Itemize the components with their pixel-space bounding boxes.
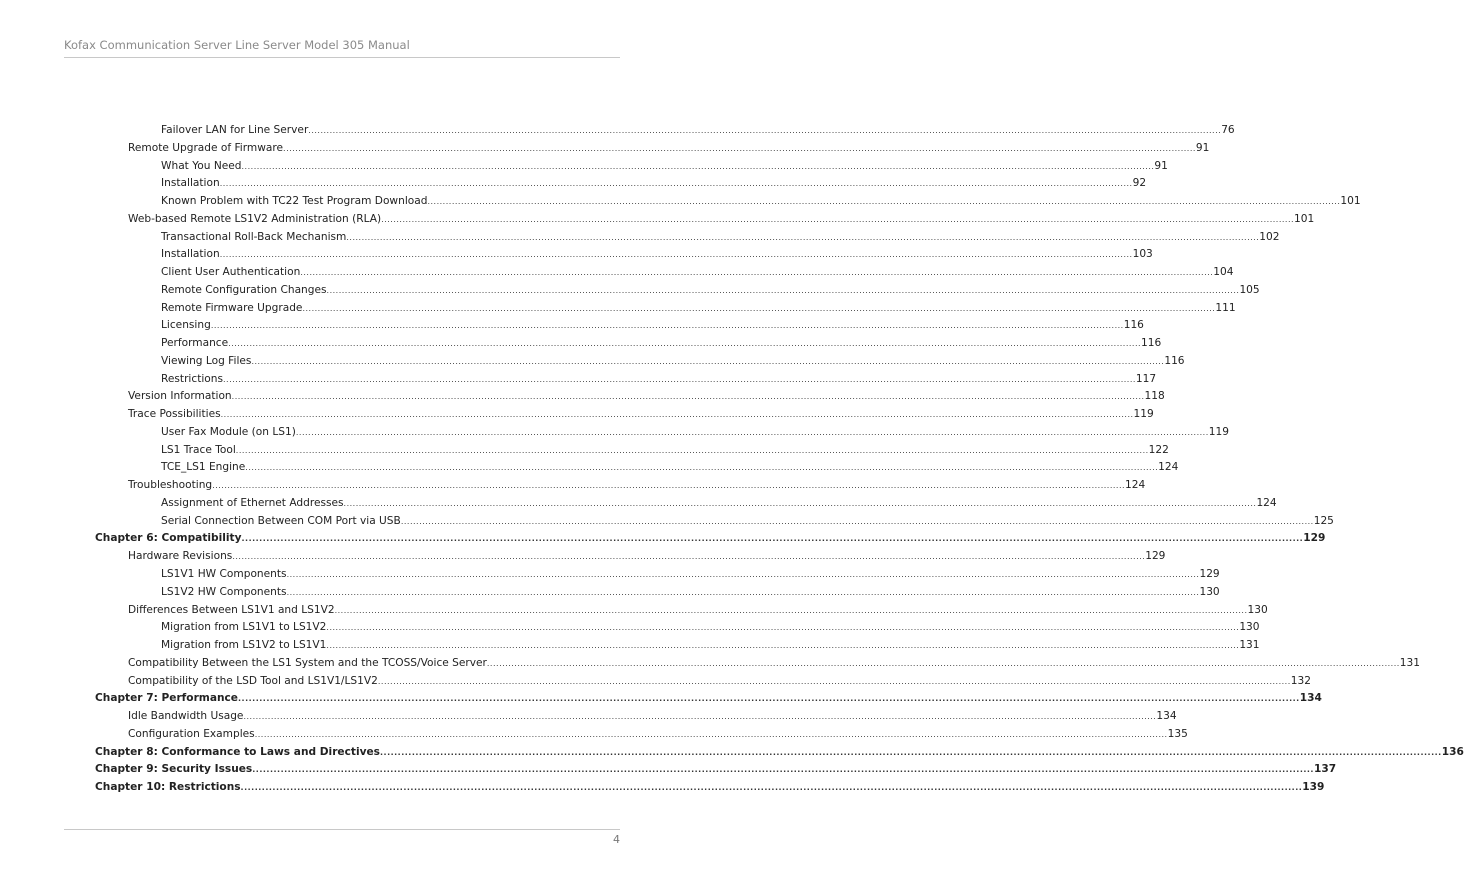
toc-entry-title: Idle Bandwidth Usage [128, 710, 244, 723]
toc-entry-page: 130 [1199, 585, 1220, 598]
toc-entry[interactable] [161, 352, 1185, 370]
toc-entry-title: Restrictions [161, 372, 224, 385]
dot-leader: ............................................................................................................................................................................................................................................................................................................ [286, 587, 1200, 597]
dot-leader: ............................................................................................................................................................................................................................................................................................................ [235, 445, 1149, 455]
toc-entry[interactable] [128, 601, 1268, 619]
dot-leader: ............................................................................................................................................................................................................................................................................................................ [219, 179, 1133, 189]
toc-chapter-entry[interactable] [95, 529, 1326, 547]
toc-entry-page: 102 [1259, 230, 1280, 243]
dot-leader: ............................................................................................................................................................................................................................................................................................................ [379, 747, 1442, 757]
toc-entry-title: Migration from LS1V1 to LS1V2 [161, 621, 327, 634]
toc-entry-page: 103 [1132, 248, 1153, 261]
toc-entry[interactable] [161, 494, 1277, 512]
toc-entry-title: Installation [161, 177, 220, 190]
toc-entry-page: 116 [1141, 337, 1162, 350]
toc-entry-page: 119 [1208, 425, 1229, 438]
toc-entry[interactable] [161, 228, 1280, 246]
toc-entry[interactable] [161, 299, 1236, 317]
toc-entry-title: Differences Between LS1V1 and LS1V2 [128, 603, 335, 616]
toc-entry-page: 124 [1125, 479, 1146, 492]
toc-entry-page: 91 [1195, 141, 1210, 154]
dot-leader: ............................................................................................................................................................................................................................................................................................................ [238, 694, 1300, 704]
toc-entry-title: Compatibility of the LSD Tool and LS1V1/LS1V2 [128, 674, 378, 687]
toc-entry-page: 129 [1303, 532, 1326, 545]
toc-entry-title: Client User Authentication [161, 266, 301, 279]
dot-leader: ............................................................................................................................................................................................................................................................................................................ [251, 356, 1165, 366]
toc-entry-page: 101 [1340, 195, 1361, 208]
toc-entry-title: Remote Configuration Changes [161, 283, 327, 296]
toc-entry[interactable] [128, 210, 1315, 228]
toc-chapter-entry[interactable] [95, 778, 1325, 796]
dot-leader: ............................................................................................................................................................................................................................................................................................................ [241, 534, 1304, 544]
dot-leader: ............................................................................................................................................................................................................................................................................................................ [232, 552, 1146, 562]
toc-entry-page: 135 [1167, 727, 1188, 740]
toc-entry-title: Web-based Remote LS1V2 Administration (RLA) [128, 212, 382, 225]
page-number: 4 [613, 833, 620, 846]
toc-entry-title: Installation [161, 248, 220, 261]
toc-chapter-entry[interactable] [95, 743, 1464, 761]
toc-entry-page: 122 [1148, 443, 1169, 456]
dot-leader: ............................................................................................................................................................................................................................................................................................................ [334, 605, 1248, 615]
toc-entry[interactable] [161, 441, 1169, 459]
toc-entry[interactable] [161, 281, 1260, 299]
toc-entry-page: 104 [1213, 266, 1234, 279]
toc-entry[interactable] [128, 707, 1177, 725]
dot-leader: ............................................................................................................................................................................................................................................................................................................ [286, 570, 1200, 579]
toc-entry[interactable] [161, 618, 1260, 636]
toc-entry-title: Chapter 8: Conformance to Laws and Directives [95, 745, 380, 758]
toc-entry[interactable] [161, 316, 1144, 334]
dot-leader: ............................................................................................................................................................................................................................................................................................................ [231, 392, 1145, 402]
toc-entry-title: LS1 Trace Tool [161, 443, 236, 456]
dot-leader: ............................................................................................................................................................................................................................................................................................................ [252, 765, 1314, 775]
toc-entry-page: 91 [1154, 159, 1168, 172]
toc-entry-title: Performance [161, 337, 229, 350]
dot-leader: ............................................................................................................................................................................................................................................................................................................ [326, 623, 1240, 633]
toc-entry-page: 119 [1133, 408, 1154, 421]
dot-leader: ............................................................................................................................................................................................................................................................................................................ [381, 214, 1295, 224]
toc-entry-title: Failover LAN for Line Server [161, 124, 309, 136]
toc-entry-page: 131 [1239, 639, 1260, 652]
toc-entry-page: 118 [1144, 390, 1165, 403]
toc-entry-title: Chapter 6: Compatibility [95, 532, 242, 545]
dot-leader: ............................................................................................................................................................................................................................................................................................................ [295, 427, 1209, 437]
toc-entry[interactable] [161, 334, 1162, 352]
toc-entry[interactable] [161, 636, 1260, 654]
toc-entry[interactable] [161, 121, 1235, 139]
toc-entry-page: 136 [1441, 745, 1464, 758]
dot-leader: ............................................................................................................................................................................................................................................................................................................ [302, 303, 1216, 313]
dot-leader: ............................................................................................................................................................................................................................................................................................................ [377, 676, 1291, 686]
toc-entry[interactable] [161, 458, 1179, 476]
dot-leader: ............................................................................................................................................................................................................................................................................................................ [427, 197, 1341, 207]
toc-entry[interactable] [161, 583, 1220, 601]
dot-leader: ............................................................................................................................................................................................................................................................................................................ [300, 268, 1214, 278]
header-divider [64, 57, 620, 58]
toc-entry-page: 101 [1294, 212, 1315, 225]
dot-leader: ............................................................................................................................................................................................................................................................................................................ [228, 339, 1142, 349]
toc-entry-title: Transactional Roll-Back Mechanism [161, 230, 347, 243]
toc-entry-title: Remote Firmware Upgrade [161, 301, 303, 314]
dot-leader: ............................................................................................................................................................................................................................................................................................................ [400, 516, 1314, 526]
toc-entry[interactable] [161, 192, 1361, 210]
toc-entry[interactable] [128, 139, 1210, 157]
toc-entry-page: 116 [1123, 319, 1144, 332]
toc-entry-page: 117 [1135, 372, 1157, 385]
toc-entry-page: 134 [1299, 692, 1322, 705]
toc-entry-title: TCE_LS1 Engine [161, 461, 246, 474]
dot-leader: ............................................................................................................................................................................................................................................................................................................ [343, 498, 1257, 508]
toc-entry[interactable] [161, 245, 1153, 263]
toc-entry-page: 124 [1256, 496, 1277, 509]
toc-entry[interactable] [128, 476, 1146, 494]
dot-leader: ............................................................................................................................................................................................................................................................................................................ [212, 481, 1126, 491]
dot-leader: ............................................................................................................................................................................................................................................................................................................ [308, 126, 1222, 135]
dot-leader: ............................................................................................................................................................................................................................................................................................................ [486, 658, 1400, 668]
toc-chapter-entry[interactable] [95, 689, 1322, 707]
toc-entry-page: 134 [1156, 710, 1177, 723]
dot-leader: ............................................................................................................................................................................................................................................................................................................ [220, 410, 1134, 420]
dot-leader: ............................................................................................................................................................................................................................................................................................................ [240, 783, 1303, 793]
toc-entry-title: Version Information [128, 390, 232, 403]
toc-chapter-entry[interactable] [95, 760, 1337, 778]
toc-entry[interactable] [128, 547, 1166, 565]
dot-leader: ............................................................................................................................................................................................................................................................................................................ [326, 641, 1240, 651]
toc-entry-title: Troubleshooting [128, 479, 213, 492]
toc-entry-page: 124 [1158, 461, 1179, 474]
toc-entry-page: 76 [1221, 124, 1235, 136]
toc-entry-page: 132 [1290, 674, 1311, 687]
toc-entry[interactable] [161, 512, 1334, 530]
toc-entry-page: 130 [1239, 621, 1260, 634]
dot-leader: ............................................................................................................................................................................................................................................................................................................ [219, 250, 1133, 260]
toc-entry[interactable] [161, 263, 1234, 281]
toc-entry-title: LS1V1 HW Components [161, 568, 287, 580]
toc-entry-page: 111 [1215, 301, 1236, 314]
toc-entry[interactable] [161, 174, 1147, 192]
toc-entry-title: Migration from LS1V2 to LS1V1 [161, 639, 327, 652]
toc-entry-title: Assignment of Ethernet Addresses [161, 496, 344, 509]
toc-entry-title: What You Need [161, 159, 242, 172]
toc-entry[interactable] [128, 405, 1154, 423]
dot-leader: ............................................................................................................................................................................................................................................................................................................ [245, 463, 1159, 473]
toc-entry-title: Compatibility Between the LS1 System and the TCOSS/Voice Server [128, 656, 487, 669]
toc-entry-page: 105 [1239, 283, 1260, 296]
toc-entry-page: 131 [1399, 656, 1421, 669]
toc-entry[interactable] [161, 370, 1157, 388]
running-header: Kofax Communication Server Line Server Model 305 Manual [64, 38, 410, 52]
toc-entry-page: 92 [1132, 177, 1147, 190]
toc-entry-title: User Fax Module (on LS1) [161, 425, 296, 438]
dot-leader: ............................................................................................................................................................................................................................................................................................................ [210, 321, 1124, 331]
dot-leader: ............................................................................................................................................................................................................................................................................................................ [241, 161, 1155, 171]
toc-entry[interactable] [128, 654, 1421, 672]
toc-entry[interactable] [161, 157, 1168, 175]
dot-leader: ............................................................................................................................................................................................................................................................................................................ [346, 232, 1260, 242]
dot-leader: ............................................................................................................................................................................................................................................................................................................ [243, 712, 1157, 722]
toc-entry-page: 139 [1302, 781, 1325, 794]
toc-entry-page: 116 [1164, 354, 1185, 367]
toc-entry[interactable] [128, 387, 1165, 405]
dot-leader: ............................................................................................................................................................................................................................................................................................................ [223, 374, 1136, 384]
toc-entry-title: Licensing [161, 319, 211, 332]
toc-entry-title: Trace Possibilities [128, 408, 221, 421]
toc-entry-title: Known Problem with TC22 Test Program Download [161, 195, 428, 208]
toc-entry-title: Chapter 7: Performance [95, 692, 238, 705]
dot-leader: ............................................................................................................................................................................................................................................................................................................ [283, 143, 1196, 153]
footer-divider [64, 829, 620, 830]
toc-entry-page: 129 [1199, 568, 1220, 580]
toc-entry-page: 125 [1313, 514, 1334, 527]
toc-entry-title: LS1V2 HW Components [161, 585, 287, 598]
toc-entry-title: Configuration Examples [128, 727, 255, 740]
toc-entry[interactable] [161, 565, 1220, 583]
toc-entry-page: 137 [1313, 763, 1337, 776]
toc-entry-page: 129 [1145, 550, 1166, 563]
toc-entry[interactable] [128, 672, 1311, 690]
toc-entry-title: Remote Upgrade of Firmware [128, 141, 284, 154]
toc-entry[interactable] [161, 423, 1229, 441]
toc-entry-page: 130 [1247, 603, 1268, 616]
toc-entry-title: Chapter 9: Security Issues [95, 763, 253, 776]
toc-entry-title: Chapter 10: Restrictions [95, 781, 241, 794]
toc-entry-title: Viewing Log Files [161, 354, 252, 367]
dot-leader: ............................................................................................................................................................................................................................................................................................................ [326, 285, 1240, 295]
toc-entry-title: Hardware Revisions [128, 550, 233, 563]
dot-leader: ............................................................................................................................................................................................................................................................................................................ [254, 729, 1168, 739]
toc-entry[interactable] [128, 725, 1188, 743]
toc-entry-title: Serial Connection Between COM Port via USB [161, 514, 401, 527]
